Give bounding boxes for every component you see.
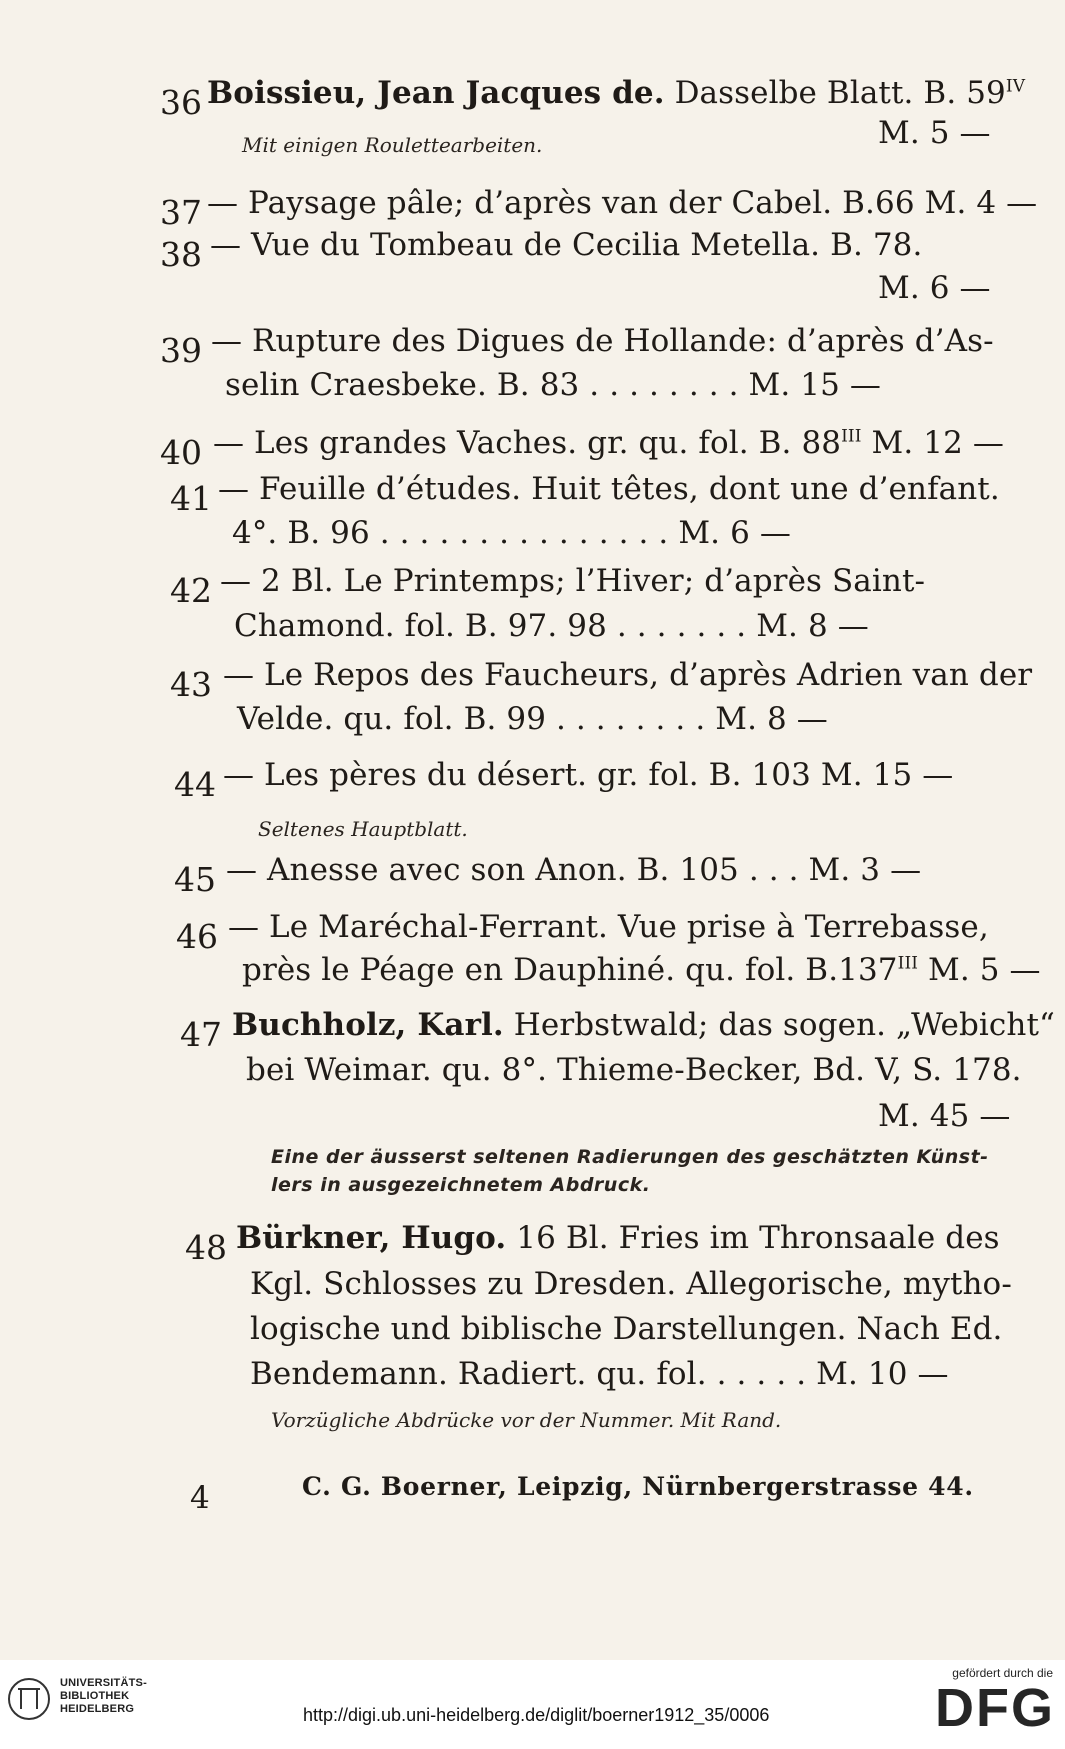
entry-note: Seltenes Hauptblatt. bbox=[258, 817, 468, 841]
entry-text: logische und biblische Darstellungen. Nach Ed. bbox=[250, 1311, 1003, 1347]
entry-line bbox=[223, 757, 954, 793]
entry-text: Kgl. Schlosses zu Dresden. Allegorische, mytho- bbox=[250, 1266, 1012, 1302]
page-url[interactable]: http://digi.ub.uni-heidelberg.de/diglit/boerner1912_35/0006 bbox=[303, 1705, 770, 1725]
entry-number: 44 bbox=[174, 765, 216, 804]
entry-number: 43 bbox=[170, 665, 212, 704]
entry-number: 42 bbox=[170, 571, 212, 610]
entry-line bbox=[210, 227, 923, 263]
entry-text: — Les grandes Vaches. gr. qu. fol. B. 88 bbox=[213, 425, 842, 461]
entry-line bbox=[246, 1052, 1022, 1088]
entry-number: 41 bbox=[170, 479, 212, 518]
entry-line bbox=[232, 515, 791, 551]
entry-number: 39 bbox=[160, 331, 202, 370]
entry-line bbox=[236, 1220, 1000, 1256]
entry-note: Vorzügliche Abdrücke vor der Nummer. Mit Rand. bbox=[271, 1408, 782, 1432]
funder-logo: DFG bbox=[935, 1678, 1055, 1738]
entry-text: — Paysage pâle; d’après van der Cabel. B.66 M. 4 — bbox=[207, 185, 1038, 221]
entry-note: Eine der äusserst seltenen Radierungen des geschätzten Künst- bbox=[271, 1146, 989, 1168]
entry-text: Velde. qu. fol. B. 99 . . . . . . . . M. 8 — bbox=[237, 701, 828, 737]
entry-note: Mit einigen Roulettearbeiten. bbox=[242, 133, 543, 157]
entry-line bbox=[234, 608, 869, 644]
entry-number: 48 bbox=[185, 1228, 227, 1267]
entry-line bbox=[223, 657, 1033, 693]
institution-line: HEIDELBERG bbox=[60, 1703, 135, 1715]
entry-line bbox=[237, 701, 828, 737]
entry-text: 4°. B. 96 . . . . . . . . . . . . . . . M. 6 — bbox=[232, 515, 791, 551]
publisher-footer: C. G. Boerner, Leipzig, Nürnbergerstrasse 44. bbox=[302, 1472, 974, 1501]
entry-number: 46 bbox=[176, 917, 218, 956]
entry-price: M. 45 — bbox=[878, 1098, 1011, 1134]
entry-text: Bendemann. Radiert. qu. fol. . . . . . M. 10 — bbox=[250, 1356, 949, 1392]
viewer-footer bbox=[0, 1660, 1065, 1749]
institution-line: UNIVERSITÄTS- bbox=[60, 1677, 147, 1689]
entry-price: M. 5 — bbox=[878, 115, 991, 151]
artist-name: Buchholz, Karl. bbox=[232, 1007, 504, 1043]
entry-text: selin Craesbeke. B. 83 . . . . . . . . M. 15 — bbox=[225, 367, 882, 403]
entry-text: — Le Repos des Faucheurs, d’après Adrien van der bbox=[223, 657, 1033, 693]
entry-line bbox=[250, 1266, 1012, 1302]
entry-text: — Rupture des Digues de Hollande: d’après d’As- bbox=[211, 323, 994, 359]
funding-label: gefördert durch die bbox=[952, 1666, 1053, 1680]
entry-number: 45 bbox=[174, 860, 216, 899]
entry-line bbox=[218, 471, 1000, 507]
entry-line bbox=[211, 323, 994, 359]
entry-text: 16 Bl. Fries im Thronsaale des bbox=[506, 1220, 1000, 1256]
entry-text: — Feuille d’études. Huit têtes, dont une d’enfant. bbox=[218, 471, 1000, 507]
entry-line bbox=[232, 1007, 1055, 1043]
entry-line bbox=[226, 852, 922, 888]
entry-text: près le Péage en Dauphiné. qu. fol. B.137 bbox=[242, 952, 898, 988]
entry-line bbox=[207, 75, 1026, 111]
entry-text: Herbstwald; das sogen. „Webicht“ bbox=[503, 1007, 1055, 1043]
entry-text: — 2 Bl. Le Printemps; l’Hiver; d’après Saint- bbox=[220, 563, 926, 599]
entry-line bbox=[250, 1356, 949, 1392]
institution-name bbox=[60, 1677, 147, 1716]
artist-name: Bürkner, Hugo. bbox=[236, 1220, 507, 1256]
entry-text: bei Weimar. qu. 8°. Thieme-Becker, Bd. V, S. 178. bbox=[246, 1052, 1022, 1088]
state-superscript: III bbox=[897, 953, 919, 974]
library-logo-icon bbox=[8, 1678, 50, 1720]
entry-text: Dasselbe Blatt. B. 59 bbox=[674, 75, 1006, 111]
entry-number: 38 bbox=[160, 235, 202, 274]
entry-number: 36 bbox=[160, 83, 202, 122]
entry-line bbox=[213, 425, 1004, 461]
artist-name: Boissieu, Jean Jacques de. bbox=[207, 75, 665, 111]
page-number: 4 bbox=[190, 1480, 210, 1516]
entry-number: 40 bbox=[160, 433, 202, 472]
entry-line bbox=[225, 367, 882, 403]
institution-line: BIBLIOTHEK bbox=[60, 1690, 130, 1702]
entry-note: lers in ausgezeichnetem Abdruck. bbox=[271, 1174, 651, 1196]
entry-text: — Le Maréchal-Ferrant. Vue prise à Terrebasse, bbox=[228, 909, 989, 945]
entry-line bbox=[228, 909, 989, 945]
state-superscript: IV bbox=[1005, 76, 1026, 97]
entry-text: — Anesse avec son Anon. B. 105 . . . M. 3 — bbox=[226, 852, 922, 888]
entry-line bbox=[242, 952, 1041, 988]
entry-number: 47 bbox=[180, 1015, 222, 1054]
entry-line bbox=[207, 185, 1038, 221]
entry-price: M. 5 — bbox=[918, 952, 1041, 988]
entry-text: Chamond. fol. B. 97. 98 . . . . . . . M. 8 — bbox=[234, 608, 869, 644]
state-superscript: III bbox=[841, 426, 862, 447]
entry-line bbox=[250, 1311, 1003, 1347]
entry-number: 37 bbox=[160, 193, 202, 232]
entry-price: M. 12 — bbox=[861, 425, 1004, 461]
entry-price: M. 6 — bbox=[878, 270, 991, 306]
entry-line bbox=[220, 563, 926, 599]
entry-text: — Les pères du désert. gr. fol. B. 103 M. 15 — bbox=[223, 757, 954, 793]
entry-text: — Vue du Tombeau de Cecilia Metella. B. 78. bbox=[210, 227, 923, 263]
